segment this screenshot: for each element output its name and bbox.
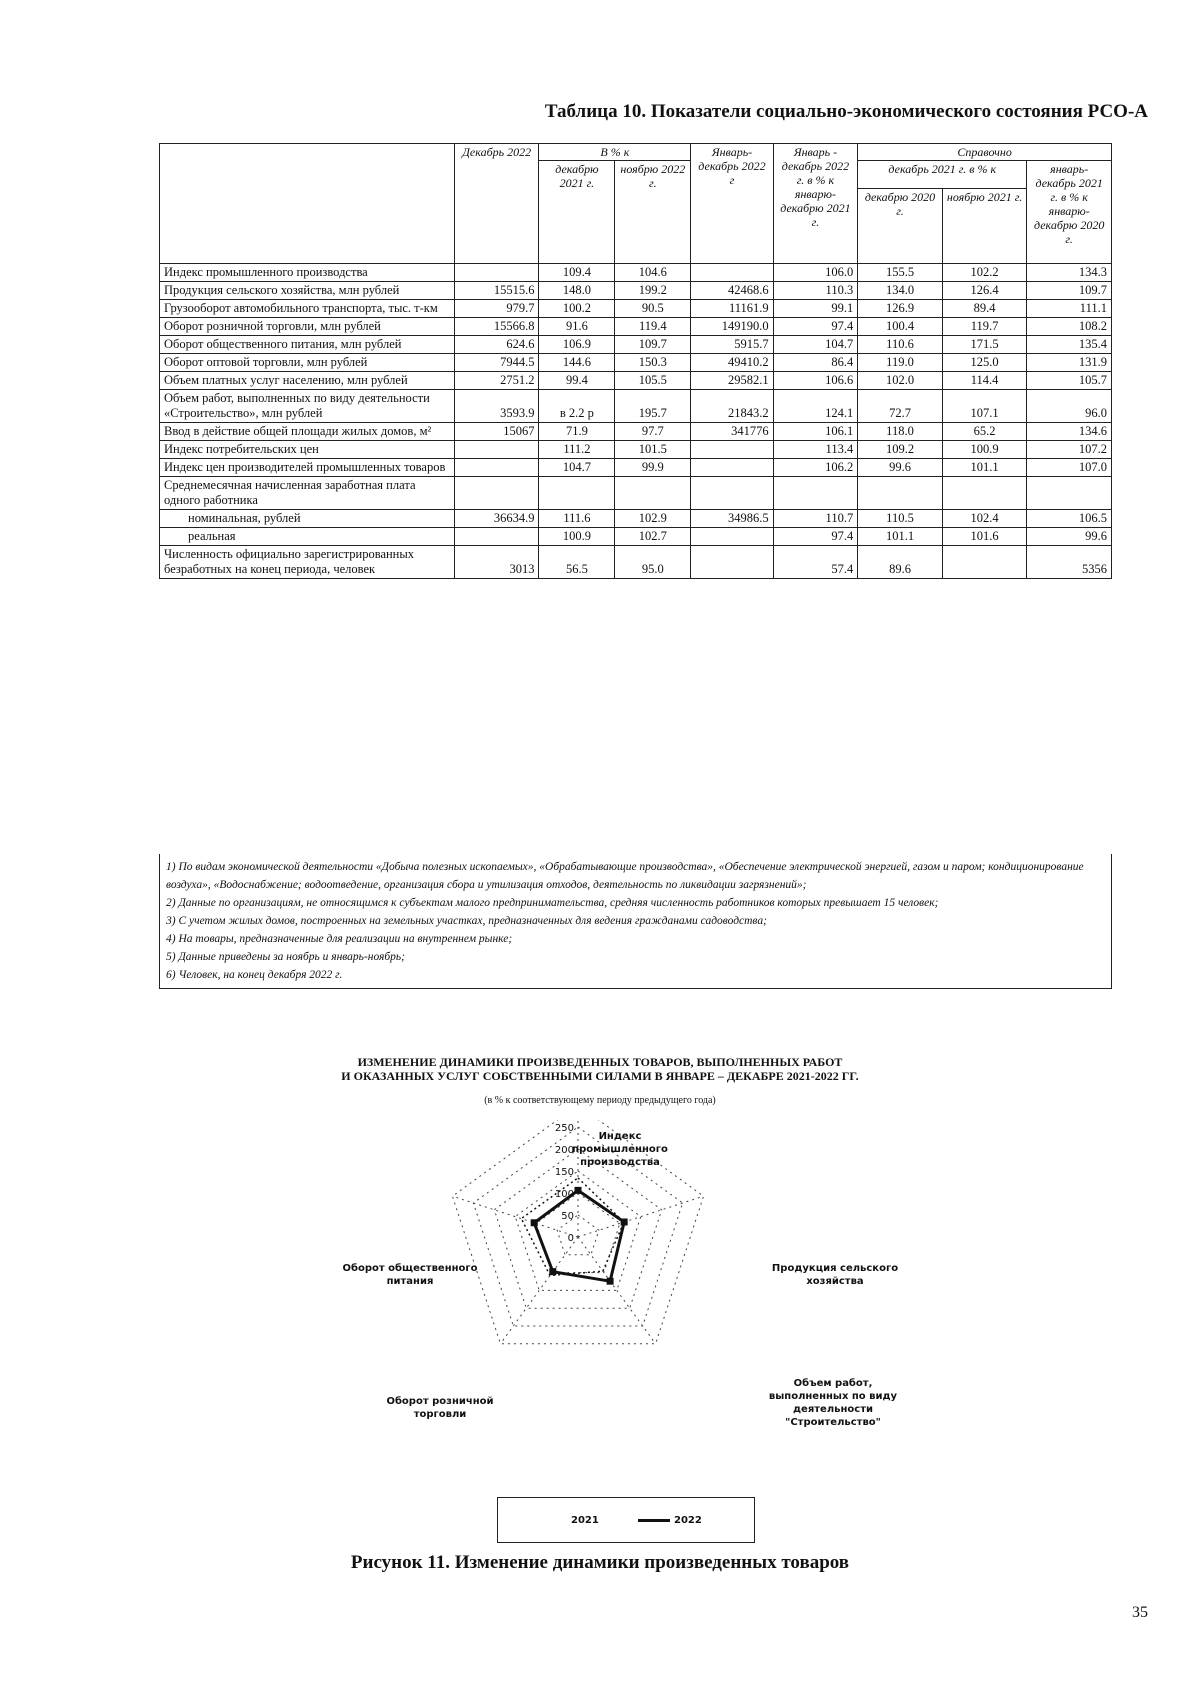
table-cell: 109.4 bbox=[539, 264, 615, 282]
table-cell: 5915.7 bbox=[691, 336, 773, 354]
footnote: 3) С учетом жилых домов, построенных на земельных участках, предназначенных для ведения гражданами садоводства; bbox=[166, 915, 767, 927]
table-row bbox=[160, 372, 1112, 390]
table-cell: 105.7 bbox=[1027, 372, 1112, 390]
table-row bbox=[160, 354, 1112, 372]
footnote: 1) По видам экономической деятельности «Добыча полезных ископаемых», «Обрабатывающие производства», «Обеспечение электрической энергией, газом и паром; кондиционирование воздуха», «Водоснабжение; водоотведение, организация сбора и утилизация отходов, деятельность по ликвидации загрязнений»; bbox=[166, 861, 1084, 891]
header-reference: Справочно bbox=[858, 144, 1112, 161]
row-indicator: Численность официально зарегистрированных безработных на конец периода, человек bbox=[160, 546, 455, 579]
tick-label: 200 bbox=[554, 1145, 574, 1156]
table-cell: 135.4 bbox=[1027, 336, 1112, 354]
axis-label-industry: Индекс промышленного производства bbox=[572, 1131, 668, 1168]
table-cell: 104.6 bbox=[615, 264, 691, 282]
grid-spoke bbox=[452, 1196, 578, 1237]
table-title: Таблица 10. Показатели социально-экономического состояния РСО-А bbox=[544, 101, 1148, 122]
table-cell: 106.0 bbox=[773, 264, 858, 282]
table-cell: 100.9 bbox=[539, 528, 615, 546]
legend-line-icon bbox=[638, 1519, 670, 1522]
table-cell: 102.4 bbox=[942, 510, 1027, 528]
header-dec2021: декабрю 2021 г. bbox=[539, 161, 615, 264]
table-cell: 101.6 bbox=[942, 528, 1027, 546]
table-cell: 110.7 bbox=[773, 510, 858, 528]
axis-label-construction: Объем работ, выполненных по виду деятельности "Строительство" bbox=[768, 1378, 898, 1428]
row-indicator: Индекс потребительских цен bbox=[160, 441, 455, 459]
tick-label: 150 bbox=[554, 1167, 574, 1178]
table-cell: 21843.2 bbox=[691, 390, 773, 423]
table-cell: 72.7 bbox=[858, 390, 943, 423]
table-cell: 150.3 bbox=[615, 354, 691, 372]
table-cell: 109.7 bbox=[1027, 282, 1112, 300]
table-cell: 171.5 bbox=[942, 336, 1027, 354]
table-cell bbox=[691, 441, 773, 459]
table-cell: 131.9 bbox=[1027, 354, 1112, 372]
table-cell: 99.6 bbox=[858, 459, 943, 477]
table-cell: 979.7 bbox=[454, 300, 539, 318]
table-cell: 5356 bbox=[1027, 546, 1112, 579]
row-indicator: номинальная, рублей bbox=[160, 510, 455, 528]
table-cell bbox=[858, 477, 943, 510]
table-cell bbox=[942, 546, 1027, 579]
table-cell: 104.7 bbox=[539, 459, 615, 477]
table-cell bbox=[773, 477, 858, 510]
chart-title-line2: И ОКАЗАННЫХ УСЛУГ СОБСТВЕННЫМИ СИЛАМИ В ЯНВАРЕ – ДЕКАБРЕ 2021-2022 ГГ. bbox=[341, 1069, 859, 1083]
row-indicator: Индекс промышленного производства bbox=[160, 264, 455, 282]
table-cell: 107.0 bbox=[1027, 459, 1112, 477]
table-cell bbox=[1027, 477, 1112, 510]
table-cell: 119.7 bbox=[942, 318, 1027, 336]
table-cell: 101.5 bbox=[615, 441, 691, 459]
table-row bbox=[160, 300, 1112, 318]
table-row bbox=[160, 459, 1112, 477]
table-cell: 102.0 bbox=[858, 372, 943, 390]
table-cell: 56.5 bbox=[539, 546, 615, 579]
tick-label: 50 bbox=[561, 1211, 574, 1222]
tick-label: 250 bbox=[554, 1123, 574, 1134]
figure-caption: Рисунок 11. Изменение динамики произведенных товаров bbox=[350, 1552, 850, 1573]
table-cell: 42468.6 bbox=[691, 282, 773, 300]
table-cell: 341776 bbox=[691, 423, 773, 441]
table-cell: 49410.2 bbox=[691, 354, 773, 372]
table-cell: 106.2 bbox=[773, 459, 858, 477]
row-indicator: Оборот розничной торговли, млн рублей bbox=[160, 318, 455, 336]
table-cell: 109.2 bbox=[858, 441, 943, 459]
row-indicator: Среднемесячная начисленная заработная плата одного работника bbox=[160, 477, 455, 510]
table-cell: 100.2 bbox=[539, 300, 615, 318]
table-cell: 65.2 bbox=[942, 423, 1027, 441]
row-indicator: реальная bbox=[160, 528, 455, 546]
table-cell bbox=[691, 528, 773, 546]
table-cell: 99.6 bbox=[1027, 528, 1112, 546]
legend-2022-label: 2022 bbox=[674, 1515, 702, 1526]
table-cell: 134.0 bbox=[858, 282, 943, 300]
table-cell: 125.0 bbox=[942, 354, 1027, 372]
chart-title bbox=[0, 1055, 1200, 1083]
table-cell: 86.4 bbox=[773, 354, 858, 372]
row-indicator: Индекс цен производителей промышленных товаров bbox=[160, 459, 455, 477]
row-indicator: Оборот оптовой торговли, млн рублей bbox=[160, 354, 455, 372]
table-cell: 126.9 bbox=[858, 300, 943, 318]
table-cell: 36634.9 bbox=[454, 510, 539, 528]
table-cell: 195.7 bbox=[615, 390, 691, 423]
table-cell: 57.4 bbox=[773, 546, 858, 579]
table-cell: 71.9 bbox=[539, 423, 615, 441]
table-cell: 105.5 bbox=[615, 372, 691, 390]
indicators-table bbox=[159, 143, 1112, 579]
table-cell: 101.1 bbox=[942, 459, 1027, 477]
table-cell: 99.4 bbox=[539, 372, 615, 390]
row-indicator: Объем платных услуг населению, млн рублей bbox=[160, 372, 455, 390]
header-nov2022: ноябрю 2022 г. bbox=[615, 161, 691, 264]
footnote: 6) Человек, на конец декабря 2022 г. bbox=[166, 969, 343, 981]
table-cell bbox=[454, 477, 539, 510]
table-cell: 29582.1 bbox=[691, 372, 773, 390]
table-cell: 126.4 bbox=[942, 282, 1027, 300]
table-cell: 119.4 bbox=[615, 318, 691, 336]
table-cell bbox=[691, 477, 773, 510]
header-dec2020: декабрю 2020 г. bbox=[858, 189, 943, 264]
table-cell: 108.2 bbox=[1027, 318, 1112, 336]
table-cell bbox=[454, 441, 539, 459]
row-indicator: Оборот общественного питания, млн рублей bbox=[160, 336, 455, 354]
table-cell: 118.0 bbox=[858, 423, 943, 441]
row-indicator: Грузооборот автомобильного транспорта, тыс. т-км bbox=[160, 300, 455, 318]
table-cell: 102.9 bbox=[615, 510, 691, 528]
header-jan-dec-pct: Январь - декабрь 2022 г. в % к январю-декабрю 2021 г. bbox=[773, 144, 858, 264]
table-cell: 3013 bbox=[454, 546, 539, 579]
table-cell: 199.2 bbox=[615, 282, 691, 300]
table-cell: 111.1 bbox=[1027, 300, 1112, 318]
axis-label-agriculture: Продукция сельского хозяйства bbox=[771, 1263, 899, 1287]
table-cell: 99.1 bbox=[773, 300, 858, 318]
table-cell: 97.4 bbox=[773, 528, 858, 546]
table-cell: 110.6 bbox=[858, 336, 943, 354]
table-row bbox=[160, 390, 1112, 423]
table-cell: 624.6 bbox=[454, 336, 539, 354]
table-cell: 3593.9 bbox=[454, 390, 539, 423]
table-cell: 95.0 bbox=[615, 546, 691, 579]
table-cell: в 2.2 р bbox=[539, 390, 615, 423]
table-cell: 15566.8 bbox=[454, 318, 539, 336]
table-row bbox=[160, 477, 1112, 510]
table-row bbox=[160, 282, 1112, 300]
chart-title-line1: ИЗМЕНЕНИЕ ДИНАМИКИ ПРОИЗВЕДЕННЫХ ТОВАРОВ, ВЫПОЛНЕННЫХ РАБОТ bbox=[357, 1055, 843, 1069]
data-point bbox=[531, 1219, 538, 1226]
radar-chart bbox=[320, 1120, 960, 1500]
table-row bbox=[160, 441, 1112, 459]
chart-legend bbox=[497, 1497, 755, 1543]
table-cell: 96.0 bbox=[1027, 390, 1112, 423]
table-cell: 15515.6 bbox=[454, 282, 539, 300]
table-cell: 124.1 bbox=[773, 390, 858, 423]
table-cell: 149190.0 bbox=[691, 318, 773, 336]
row-indicator: Ввод в действие общей площади жилых домов, м² bbox=[160, 423, 455, 441]
data-point bbox=[607, 1278, 614, 1285]
tick-label: 0 bbox=[567, 1233, 574, 1244]
table-cell: 11161.9 bbox=[691, 300, 773, 318]
table-cell: 102.2 bbox=[942, 264, 1027, 282]
table-cell: 144.6 bbox=[539, 354, 615, 372]
data-point bbox=[575, 1187, 582, 1194]
table-cell: 91.6 bbox=[539, 318, 615, 336]
table-cell: 119.0 bbox=[858, 354, 943, 372]
table-cell: 113.4 bbox=[773, 441, 858, 459]
header-in-pct: В % к bbox=[539, 144, 691, 161]
table-row bbox=[160, 264, 1112, 282]
table-cell: 102.7 bbox=[615, 528, 691, 546]
row-indicator: Объем работ, выполненных по виду деятельности «Строительство», млн рублей bbox=[160, 390, 455, 423]
table-cell: 89.6 bbox=[858, 546, 943, 579]
table-row bbox=[160, 318, 1112, 336]
footnote: 4) На товары, предназначенные для реализации на внутреннем рынке; bbox=[166, 933, 513, 945]
data-point bbox=[549, 1268, 556, 1275]
table-cell: 134.3 bbox=[1027, 264, 1112, 282]
table-cell: 106.1 bbox=[773, 423, 858, 441]
header-jan-dec2021-pct: январь-декабрь 2021 г. в % к январю-декабрю 2020 г. bbox=[1027, 161, 1112, 264]
legend-2021: 2021 bbox=[571, 1515, 599, 1526]
header-dec2022: Декабрь 2022 bbox=[454, 144, 539, 264]
table-cell: 155.5 bbox=[858, 264, 943, 282]
table-cell: 97.4 bbox=[773, 318, 858, 336]
table-cell: 148.0 bbox=[539, 282, 615, 300]
legend-2022 bbox=[638, 1515, 702, 1526]
table-cell: 111.6 bbox=[539, 510, 615, 528]
table-cell bbox=[454, 528, 539, 546]
table-cell: 100.9 bbox=[942, 441, 1027, 459]
table-cell: 106.5 bbox=[1027, 510, 1112, 528]
header-indicator bbox=[160, 144, 455, 264]
row-indicator: Продукция сельского хозяйства, млн рублей bbox=[160, 282, 455, 300]
table-row bbox=[160, 546, 1112, 579]
table-cell: 111.2 bbox=[539, 441, 615, 459]
header-dec2021-pct: декабрь 2021 г. в % к bbox=[858, 161, 1027, 189]
table-cell bbox=[454, 264, 539, 282]
table-cell: 101.1 bbox=[858, 528, 943, 546]
table-cell: 107.2 bbox=[1027, 441, 1112, 459]
axis-label-catering: Оборот общественного питания bbox=[342, 1263, 478, 1287]
table-cell: 114.4 bbox=[942, 372, 1027, 390]
header-jan-dec2022: Январь-декабрь 2022 г bbox=[691, 144, 773, 264]
table-cell: 99.9 bbox=[615, 459, 691, 477]
table-cell: 110.5 bbox=[858, 510, 943, 528]
table-cell: 110.3 bbox=[773, 282, 858, 300]
table-cell: 97.7 bbox=[615, 423, 691, 441]
table-cell bbox=[942, 477, 1027, 510]
table-cell: 109.7 bbox=[615, 336, 691, 354]
series-line-2022 bbox=[534, 1190, 624, 1281]
table-cell: 104.7 bbox=[773, 336, 858, 354]
table-cell: 100.4 bbox=[858, 318, 943, 336]
footnote: 5) Данные приведены за ноябрь и январь-ноябрь; bbox=[166, 951, 405, 963]
chart-subtitle: (в % к соответствующему периоду предыдущего года) bbox=[484, 1095, 716, 1106]
table-cell bbox=[539, 477, 615, 510]
table-cell: 2751.2 bbox=[454, 372, 539, 390]
table-cell bbox=[691, 546, 773, 579]
header-nov2021: ноябрю 2021 г. bbox=[942, 189, 1027, 264]
table-cell: 106.9 bbox=[539, 336, 615, 354]
table-row bbox=[160, 423, 1112, 441]
table-cell bbox=[691, 459, 773, 477]
footnotes bbox=[159, 854, 1112, 989]
table-cell: 89.4 bbox=[942, 300, 1027, 318]
page-number: 35 bbox=[1132, 1604, 1148, 1621]
axis-label-retail: Оборот розничной торговли bbox=[386, 1396, 494, 1420]
table-row bbox=[160, 510, 1112, 528]
table-cell: 106.6 bbox=[773, 372, 858, 390]
data-point bbox=[621, 1219, 628, 1226]
table-cell: 90.5 bbox=[615, 300, 691, 318]
table-cell bbox=[615, 477, 691, 510]
table-cell bbox=[691, 264, 773, 282]
table-cell: 134.6 bbox=[1027, 423, 1112, 441]
tick-label: 100 bbox=[554, 1189, 574, 1200]
table-cell: 15067 bbox=[454, 423, 539, 441]
table-cell bbox=[454, 459, 539, 477]
footnote: 2) Данные по организациям, не относящимся к субъектам малого предпринимательства, средняя численность работников которых превышает 15 человек; bbox=[166, 897, 939, 909]
table-row bbox=[160, 528, 1112, 546]
table-cell: 34986.5 bbox=[691, 510, 773, 528]
table-cell: 7944.5 bbox=[454, 354, 539, 372]
table-cell: 107.1 bbox=[942, 390, 1027, 423]
table-row bbox=[160, 336, 1112, 354]
